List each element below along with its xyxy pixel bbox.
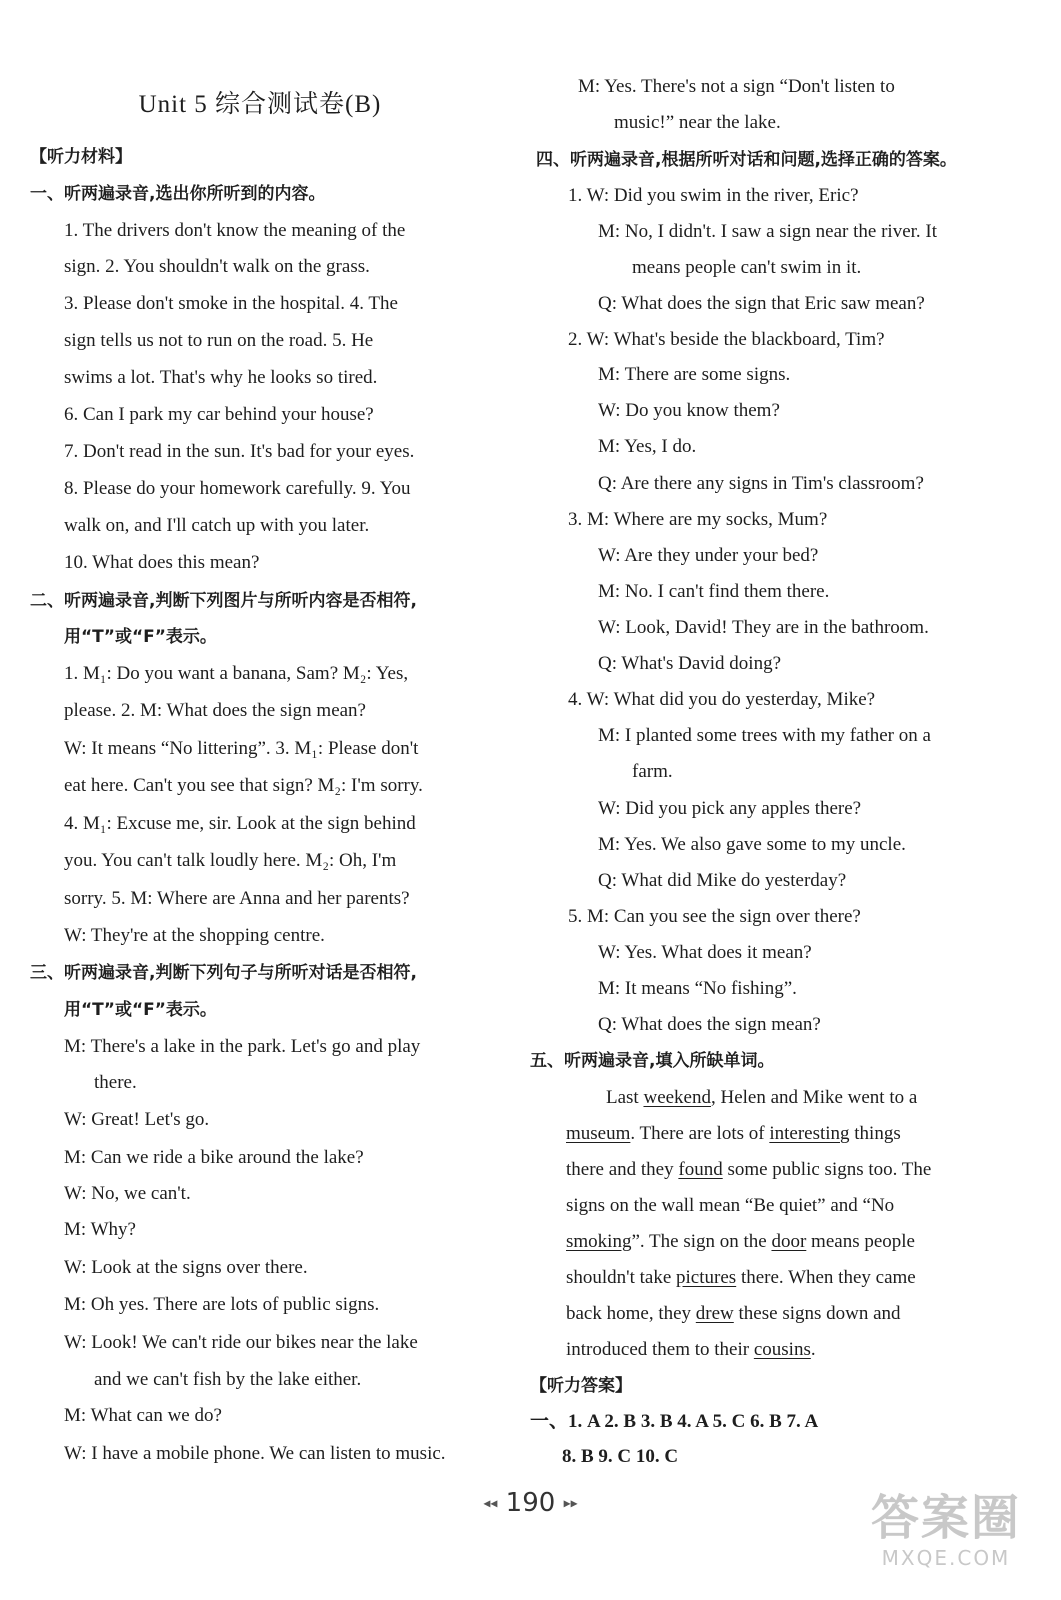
page-number: 190 xyxy=(505,1488,556,1518)
passage-text: . There are lots of xyxy=(630,1123,770,1144)
dialogue-line: 1. W: Did you swim in the river, Eric? xyxy=(568,185,859,206)
text-line: 7. Don't read in the sun. It's bad for your eyes. xyxy=(64,441,415,462)
dialogue-line: music!” near the lake. xyxy=(614,112,781,133)
dialogue-line: 3. M: Where are my socks, Mum? xyxy=(568,509,828,530)
answer-word: found xyxy=(678,1159,723,1180)
answer-word: museum xyxy=(566,1123,631,1144)
listening-material-header: 【听力材料】 xyxy=(30,147,132,167)
dialogue-line: W: Look, David! They are in the bathroom. xyxy=(598,617,929,638)
prev-arrows-icon: ◂◂ xyxy=(483,1495,498,1512)
dialogue-line: W: Did you pick any apples there? xyxy=(598,798,862,819)
watermark-main: 答案圈 xyxy=(870,1490,1021,1546)
answer-word: weekend xyxy=(643,1087,711,1108)
text-line: sign tells us not to run on the road. 5. He xyxy=(64,330,374,351)
dialogue-line: W: No, we can't. xyxy=(64,1183,191,1204)
dialogue-line: M: No. I can't find them there. xyxy=(598,581,830,602)
answers-header: 【听力答案】 xyxy=(530,1376,632,1396)
dialogue-line: M: Yes. We also gave some to my uncle. xyxy=(598,834,906,855)
dialogue-line: W: Great! Let's go. xyxy=(64,1109,210,1130)
dialogue-line: M: I planted some trees with my father on a xyxy=(598,725,931,746)
dialogue-line: M: There are some signs. xyxy=(598,364,791,385)
dialogue-line: Q: What does the sign mean? xyxy=(598,1014,821,1035)
passage-text: there. When they came xyxy=(736,1267,916,1288)
dialogue-line: W: Are they under your bed? xyxy=(598,545,819,566)
page-title: Unit 5 综合测试卷(B) xyxy=(138,91,382,118)
dialogue-line: Q: What does the sign that Eric saw mean? xyxy=(598,293,925,314)
dialogue-line: Q: What's David doing? xyxy=(598,653,782,674)
text-line: 4. M₁: Excuse me, sir. Look at the sign behind xyxy=(64,813,416,834)
text-line: W: It means “No littering”. 3. M₁: Please don't xyxy=(64,738,419,759)
passage-text: some public signs too. The xyxy=(722,1159,932,1180)
answer-word: smoking xyxy=(566,1231,632,1252)
passage-line: signs on the wall mean “Be quiet” and “No xyxy=(566,1195,895,1216)
dialogue-line: W: Look! We can't ride our bikes near the lake xyxy=(64,1332,418,1353)
text-line: 8. Please do your homework carefully. 9. You xyxy=(64,478,411,499)
section-1-header: 一、听两遍录音,选出你所听到的内容。 xyxy=(30,184,326,204)
passage-text: . xyxy=(810,1339,816,1360)
dialogue-line: M: Yes, I do. xyxy=(598,436,697,457)
dialogue-line: Q: Are there any signs in Tim's classroom? xyxy=(598,473,924,494)
passage-line xyxy=(566,1265,916,1291)
dialogue-line: and we can't fish by the lake either. xyxy=(94,1369,362,1390)
passage-text: shouldn't take xyxy=(566,1267,677,1288)
answer-word: cousins xyxy=(753,1339,811,1360)
section-3-header-cont: 用“T”或“F”表示。 xyxy=(64,1000,217,1020)
watermark-logo xyxy=(871,1490,1021,1570)
dialogue-line: 4. W: What did you do yesterday, Mike? xyxy=(568,689,876,710)
passage-line xyxy=(606,1085,917,1111)
text-line: please. 2. M: What does the sign mean? xyxy=(64,700,366,721)
passage-line xyxy=(566,1337,816,1363)
text-line: sign. 2. You shouldn't walk on the grass. xyxy=(64,256,370,277)
text-line: sorry. 5. M: Where are Anna and her parents? xyxy=(64,888,410,909)
dialogue-line: M: No, I didn't. I saw a sign near the river. It xyxy=(598,221,938,242)
watermark-sub: MXQE.COM xyxy=(881,1546,1011,1570)
dialogue-line: M: Why? xyxy=(64,1219,136,1240)
dialogue-line: W: Do you know them? xyxy=(598,400,780,421)
text-line: 3. Please don't smoke in the hospital. 4. The xyxy=(64,293,398,314)
answers-line: 8. B 9. C 10. C xyxy=(562,1446,679,1467)
passage-line xyxy=(566,1121,901,1147)
text-line: 1. The drivers don't know the meaning of the xyxy=(64,220,406,241)
dialogue-line: M: Can we ride a bike around the lake? xyxy=(64,1147,364,1168)
passage-text: things xyxy=(849,1123,901,1144)
text-line: you. You can't talk loudly here. M₂: Oh, I'm xyxy=(64,850,397,871)
text-line: 1. M₁: Do you want a banana, Sam? M₂: Yes, xyxy=(64,663,409,684)
dialogue-line: Q: What did Mike do yesterday? xyxy=(598,870,847,891)
answer-word: drew xyxy=(695,1303,734,1324)
text-line: eat here. Can't you see that sign? M₂: I'm sorry. xyxy=(64,775,423,796)
text-line: 6. Can I park my car behind your house? xyxy=(64,404,374,425)
passage-text: , Helen and Mike went to a xyxy=(711,1087,918,1108)
text-line: walk on, and I'll catch up with you later. xyxy=(64,515,370,536)
answer-word: pictures xyxy=(676,1267,737,1288)
dialogue-line: W: Look at the signs over there. xyxy=(64,1257,308,1278)
section-4-header: 四、听两遍录音,根据所听对话和问题,选择正确的答案。 xyxy=(536,150,957,170)
dialogue-line: W: I have a mobile phone. We can listen to music. xyxy=(64,1443,446,1464)
passage-text: back home, they xyxy=(566,1303,696,1324)
passage-line xyxy=(566,1301,901,1327)
answers-line: 一、1. A 2. B 3. B 4. A 5. C 6. B 7. A xyxy=(530,1411,819,1432)
text-line: swims a lot. That's why he looks so tired. xyxy=(64,367,378,388)
passage-text: these signs down and xyxy=(733,1303,901,1324)
section-5-header: 五、听两遍录音,填入所缺单词。 xyxy=(530,1051,775,1071)
dialogue-line: M: What can we do? xyxy=(64,1405,222,1426)
dialogue-line: M: There's a lake in the park. Let's go and play xyxy=(64,1036,421,1057)
dialogue-line: 5. M: Can you see the sign over there? xyxy=(568,906,861,927)
dialogue-line: 2. W: What's beside the blackboard, Tim? xyxy=(568,329,885,350)
next-arrows-icon: ▸▸ xyxy=(563,1495,578,1512)
dialogue-line: there. xyxy=(94,1072,137,1093)
passage-text: Last xyxy=(606,1087,644,1108)
dialogue-line: farm. xyxy=(632,761,673,782)
passage-text: means people xyxy=(806,1231,915,1252)
answer-word: door xyxy=(771,1231,807,1252)
dialogue-line: M: Yes. There's not a sign “Don't listen to xyxy=(578,76,895,97)
dialogue-line: M: It means “No fishing”. xyxy=(598,978,797,999)
dialogue-line: M: Oh yes. There are lots of public signs. xyxy=(64,1294,380,1315)
section-2-header: 二、听两遍录音,判断下列图片与所听内容是否相符, xyxy=(30,591,417,611)
section-2-header-cont: 用“T”或“F”表示。 xyxy=(64,627,217,647)
passage-line xyxy=(566,1229,915,1255)
dialogue-line: W: Yes. What does it mean? xyxy=(598,942,812,963)
text-line: W: They're at the shopping centre. xyxy=(64,925,325,946)
passage-line xyxy=(566,1157,931,1183)
dialogue-line: means people can't swim in it. xyxy=(632,257,862,278)
passage-text: there and they xyxy=(566,1159,679,1180)
section-3-header: 三、听两遍录音,判断下列句子与所听对话是否相符, xyxy=(30,963,417,983)
answer-word: interesting xyxy=(769,1123,850,1144)
passage-text: introduced them to their xyxy=(566,1339,754,1360)
passage-text: ”. The sign on the xyxy=(631,1231,772,1252)
text-line: 10. What does this mean? xyxy=(64,552,260,573)
